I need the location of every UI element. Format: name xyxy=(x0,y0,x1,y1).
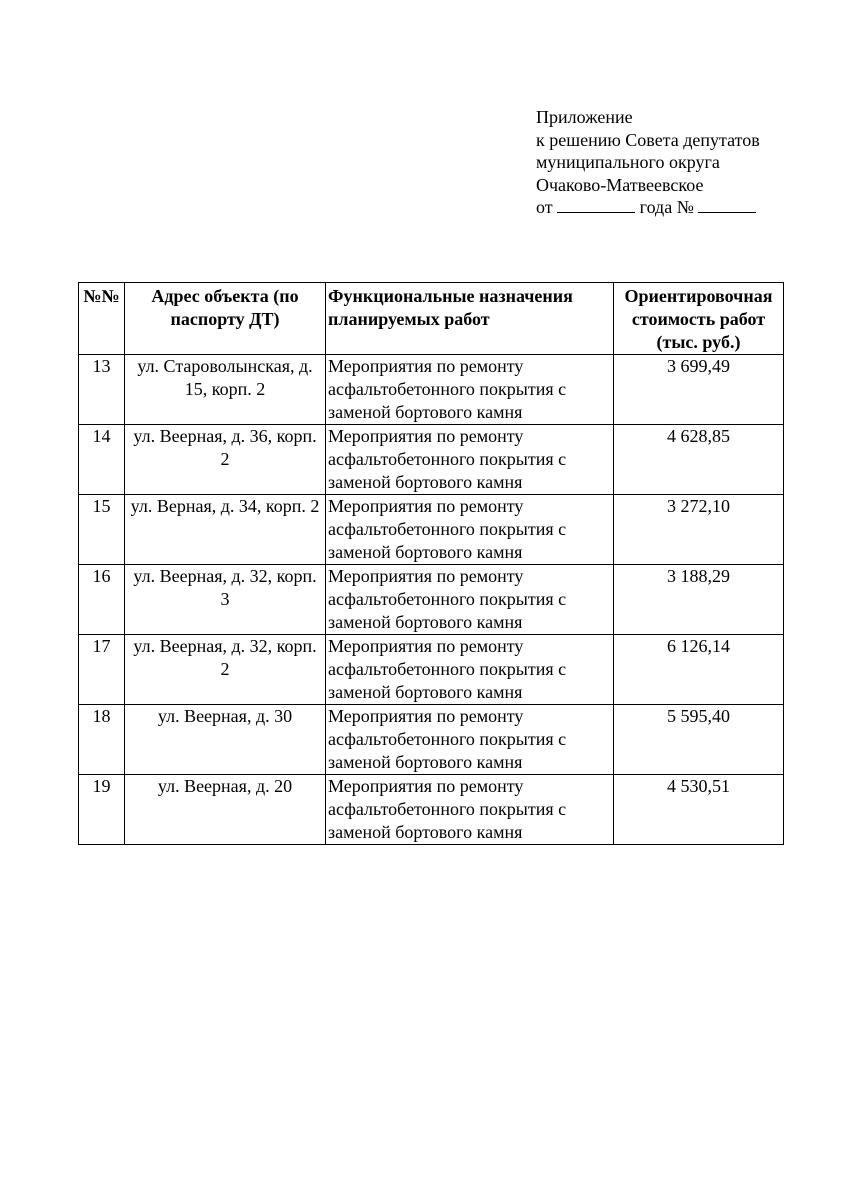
row-number: 16 xyxy=(79,565,125,635)
row-function: Мероприятия по ремонту асфальтобетонного покрытия с заменой бортового камня xyxy=(326,705,614,775)
row-cost: 3 188,29 xyxy=(614,565,784,635)
date-prefix: от xyxy=(536,197,553,217)
row-number: 14 xyxy=(79,425,125,495)
row-cost: 3 699,49 xyxy=(614,355,784,425)
table-row xyxy=(79,565,784,635)
row-address: ул. Веерная, д. 30 xyxy=(125,705,326,775)
table-row xyxy=(79,355,784,425)
table-row xyxy=(79,425,784,495)
header-address: Адрес объекта (по паспорту ДТ) xyxy=(125,283,326,355)
row-number: 15 xyxy=(79,495,125,565)
row-function: Мероприятия по ремонту асфальтобетонного покрытия с заменой бортового камня xyxy=(326,495,614,565)
appendix-line-council: к решению Совета депутатов xyxy=(536,129,760,150)
appendix-date-line xyxy=(536,196,760,219)
header-number: №№ xyxy=(79,283,125,355)
row-number: 18 xyxy=(79,705,125,775)
table-row xyxy=(79,775,784,845)
row-address: ул. Староволынская, д. 15, корп. 2 xyxy=(125,355,326,425)
works-table xyxy=(78,282,784,845)
row-address: ул. Веерная, д. 36, корп. 2 xyxy=(125,425,326,495)
appendix-line-district-name: Очаково-Матвеевское xyxy=(536,174,704,195)
row-cost: 4 530,51 xyxy=(614,775,784,845)
appendix-header xyxy=(536,106,760,219)
table-row xyxy=(79,705,784,775)
appendix-title: Приложение xyxy=(536,107,633,127)
row-function: Мероприятия по ремонту асфальтобетонного покрытия с заменой бортового камня xyxy=(326,635,614,705)
row-address: ул. Веерная, д. 32, корп. 3 xyxy=(125,565,326,635)
row-number: 17 xyxy=(79,635,125,705)
row-function: Мероприятия по ремонту асфальтобетонного покрытия с заменой бортового камня xyxy=(326,775,614,845)
table-header-row xyxy=(79,283,784,355)
row-address: ул. Верная, д. 34, корп. 2 xyxy=(125,495,326,565)
header-cost: Ориентировочная стоимость работ (тыс. руб.) xyxy=(614,283,784,355)
row-function: Мероприятия по ремонту асфальтобетонного покрытия с заменой бортового камня xyxy=(326,425,614,495)
table-row xyxy=(79,495,784,565)
header-function: Функциональные назначения планируемых работ xyxy=(326,283,614,355)
row-cost: 5 595,40 xyxy=(614,705,784,775)
appendix-line-district: муниципального округа xyxy=(536,152,720,172)
row-cost: 3 272,10 xyxy=(614,495,784,565)
row-cost: 4 628,85 xyxy=(614,425,784,495)
row-function: Мероприятия по ремонту асфальтобетонного покрытия с заменой бортового камня xyxy=(326,565,614,635)
date-blank xyxy=(557,198,635,213)
row-function: Мероприятия по ремонту асфальтобетонного покрытия с заменой бортового камня xyxy=(326,355,614,425)
table-row xyxy=(79,635,784,705)
date-suffix: года № xyxy=(639,197,694,217)
number-blank xyxy=(698,198,756,213)
row-number: 19 xyxy=(79,775,125,845)
row-address: ул. Веерная, д. 32, корп. 2 xyxy=(125,635,326,705)
row-number: 13 xyxy=(79,355,125,425)
row-cost: 6 126,14 xyxy=(614,635,784,705)
row-address: ул. Веерная, д. 20 xyxy=(125,775,326,845)
